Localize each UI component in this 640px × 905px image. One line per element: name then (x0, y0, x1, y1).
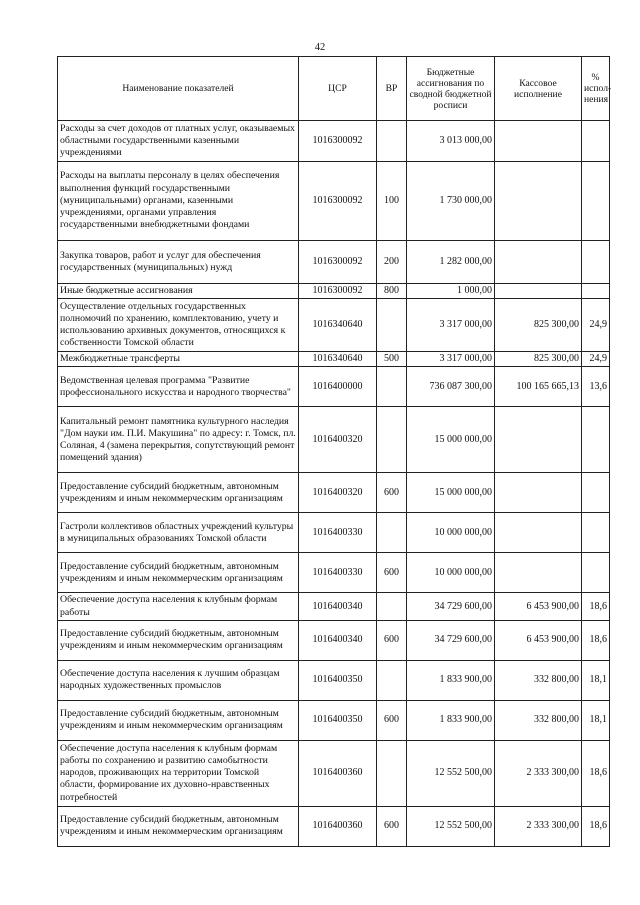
row-vr-cell (377, 660, 407, 700)
row-code-cell: 1016400360 (299, 740, 377, 806)
row-execution-cell: 2 333 300,00 (495, 806, 582, 846)
row-percent-cell (582, 121, 610, 162)
row-vr-cell (377, 367, 407, 407)
row-allocation-cell: 10 000 000,00 (407, 513, 495, 553)
row-execution-cell: 6 453 900,00 (495, 620, 582, 660)
header-execution: Кассовое исполнение (495, 57, 582, 121)
row-execution-cell: 100 165 665,13 (495, 367, 582, 407)
row-name-cell: Предоставление субсидий бюджетным, автономным учреждениям и иным некоммерческим организациям (58, 553, 299, 593)
row-vr-cell (377, 593, 407, 620)
row-execution-cell (495, 553, 582, 593)
row-name-cell: Предоставление субсидий бюджетным, автономным учреждениям и иным некоммерческим организациям (58, 700, 299, 740)
row-vr-cell: 100 (377, 162, 407, 241)
row-vr-cell (377, 513, 407, 553)
row-allocation-cell: 15 000 000,00 (407, 473, 495, 513)
row-allocation-cell: 3 317 000,00 (407, 352, 495, 367)
row-percent-cell: 18,1 (582, 660, 610, 700)
row-execution-cell: 332 800,00 (495, 700, 582, 740)
row-percent-cell: 18,1 (582, 700, 610, 740)
row-name-cell: Расходы за счет доходов от платных услуг, оказываемых областными государственными казенными учреждениями (58, 121, 299, 162)
row-percent-cell: 18,6 (582, 740, 610, 806)
row-allocation-cell: 1 000,00 (407, 284, 495, 299)
row-execution-cell: 825 300,00 (495, 352, 582, 367)
row-name-cell: Расходы на выплаты персоналу в целях обеспечения выполнения функций государственными (муниципальными) органами, казенными учреждениями, органами управления государственными внебюджетными фондами (58, 162, 299, 241)
row-percent-cell (582, 407, 610, 473)
row-allocation-cell: 34 729 600,00 (407, 620, 495, 660)
row-percent-cell: 18,6 (582, 806, 610, 846)
row-name-cell: Предоставление субсидий бюджетным, автономным учреждениям и иным некоммерческим организациям (58, 620, 299, 660)
table-row (58, 620, 610, 660)
header-vr: ВР (377, 57, 407, 121)
row-code-cell: 1016400330 (299, 553, 377, 593)
table-row (58, 121, 610, 162)
row-vr-cell: 600 (377, 806, 407, 846)
table-row (58, 407, 610, 473)
row-execution-cell (495, 162, 582, 241)
row-vr-cell (377, 299, 407, 352)
row-allocation-cell: 1 282 000,00 (407, 241, 495, 284)
row-allocation-cell: 10 000 000,00 (407, 553, 495, 593)
row-name-cell: Ведомственная целевая программа "Развитие профессионального искусства и народного творчества" (58, 367, 299, 407)
row-code-cell: 1016300092 (299, 284, 377, 299)
table-row (58, 660, 610, 700)
table-row (58, 513, 610, 553)
row-code-cell: 1016400340 (299, 620, 377, 660)
row-name-cell: Осуществление отдельных государственных полномочий по хранению, комплектованию, учету и использованию архивных документов, относящихся к собственности Томской области (58, 299, 299, 352)
row-vr-cell: 600 (377, 620, 407, 660)
row-code-cell: 1016400350 (299, 700, 377, 740)
row-code-cell: 1016400360 (299, 806, 377, 846)
row-allocation-cell: 12 552 500,00 (407, 740, 495, 806)
row-code-cell: 1016400000 (299, 367, 377, 407)
row-execution-cell (495, 284, 582, 299)
row-name-cell: Предоставление субсидий бюджетным, автономным учреждениям и иным некоммерческим организациям (58, 473, 299, 513)
row-execution-cell: 825 300,00 (495, 299, 582, 352)
row-percent-cell: 18,6 (582, 593, 610, 620)
row-name-cell: Обеспечение доступа населения к лучшим образцам народных художественных промыслов (58, 660, 299, 700)
row-vr-cell: 500 (377, 352, 407, 367)
row-percent-cell (582, 513, 610, 553)
row-allocation-cell: 12 552 500,00 (407, 806, 495, 846)
row-allocation-cell: 1 833 900,00 (407, 660, 495, 700)
row-name-cell: Закупка товаров, работ и услуг для обеспечения государственных (муниципальных) нужд (58, 241, 299, 284)
header-name: Наименование показателей (58, 57, 299, 121)
row-vr-cell: 600 (377, 553, 407, 593)
budget-execution-table (57, 56, 610, 847)
page-number: 42 (314, 42, 326, 53)
row-vr-cell: 800 (377, 284, 407, 299)
row-allocation-cell: 1 730 000,00 (407, 162, 495, 241)
row-name-cell: Предоставление субсидий бюджетным, автономным учреждениям и иным некоммерческим организациям (58, 806, 299, 846)
table-row (58, 806, 610, 846)
table-row (58, 162, 610, 241)
row-name-cell: Капитальный ремонт памятника культурного наследия "Дом науки им. П.И. Макушина" по адресу: г. Томск, пл. Соляная, 4 (замена перекрытия, сопутствующий ремонт помещений здания) (58, 407, 299, 473)
row-percent-cell: 24,9 (582, 299, 610, 352)
table-row (58, 740, 610, 806)
table-row (58, 299, 610, 352)
row-execution-cell: 2 333 300,00 (495, 740, 582, 806)
header-allocation: Бюджетные ассигнования по сводной бюджетной росписи (407, 57, 495, 121)
row-code-cell: 1016340640 (299, 299, 377, 352)
row-percent-cell: 24,9 (582, 352, 610, 367)
row-allocation-cell: 736 087 300,00 (407, 367, 495, 407)
row-name-cell: Обеспечение доступа населения к клубным формам работы по сохранению и развитию самобытности народов, проживающих на территории Томской области, формирование их духовно-нравственных потребностей (58, 740, 299, 806)
row-code-cell: 1016400320 (299, 407, 377, 473)
table-row (58, 473, 610, 513)
row-percent-cell (582, 473, 610, 513)
row-execution-cell (495, 241, 582, 284)
row-execution-cell: 332 800,00 (495, 660, 582, 700)
table-row (58, 352, 610, 367)
row-percent-cell (582, 241, 610, 284)
row-allocation-cell: 1 833 900,00 (407, 700, 495, 740)
row-percent-cell (582, 284, 610, 299)
row-percent-cell (582, 553, 610, 593)
row-name-cell: Межбюджетные трансферты (58, 352, 299, 367)
table-row (58, 593, 610, 620)
row-vr-cell: 600 (377, 473, 407, 513)
row-code-cell: 1016400320 (299, 473, 377, 513)
table-row (58, 367, 610, 407)
row-code-cell: 1016400350 (299, 660, 377, 700)
row-name-cell: Иные бюджетные ассигнования (58, 284, 299, 299)
row-allocation-cell: 34 729 600,00 (407, 593, 495, 620)
row-vr-cell: 200 (377, 241, 407, 284)
table-row (58, 700, 610, 740)
row-code-cell: 1016300092 (299, 241, 377, 284)
row-vr-cell (377, 740, 407, 806)
row-allocation-cell: 3 013 000,00 (407, 121, 495, 162)
table-row (58, 553, 610, 593)
row-execution-cell (495, 513, 582, 553)
table-header-row (58, 57, 610, 121)
row-execution-cell (495, 121, 582, 162)
row-vr-cell: 600 (377, 700, 407, 740)
row-percent-cell: 13,6 (582, 367, 610, 407)
row-code-cell: 1016400340 (299, 593, 377, 620)
row-percent-cell (582, 162, 610, 241)
row-code-cell: 1016400330 (299, 513, 377, 553)
row-vr-cell (377, 121, 407, 162)
row-code-cell: 1016300092 (299, 121, 377, 162)
row-execution-cell (495, 473, 582, 513)
header-code: ЦСР (299, 57, 377, 121)
table-row (58, 284, 610, 299)
row-name-cell: Обеспечение доступа населения к клубным формам работы (58, 593, 299, 620)
row-code-cell: 1016340640 (299, 352, 377, 367)
row-code-cell: 1016300092 (299, 162, 377, 241)
header-percent: % испол-нения (582, 57, 610, 121)
row-percent-cell: 18,6 (582, 620, 610, 660)
row-allocation-cell: 15 000 000,00 (407, 407, 495, 473)
row-execution-cell: 6 453 900,00 (495, 593, 582, 620)
row-vr-cell (377, 407, 407, 473)
row-execution-cell (495, 407, 582, 473)
row-allocation-cell: 3 317 000,00 (407, 299, 495, 352)
row-name-cell: Гастроли коллективов областных учреждений культуры в муниципальных образованиях Томской области (58, 513, 299, 553)
table-row (58, 241, 610, 284)
